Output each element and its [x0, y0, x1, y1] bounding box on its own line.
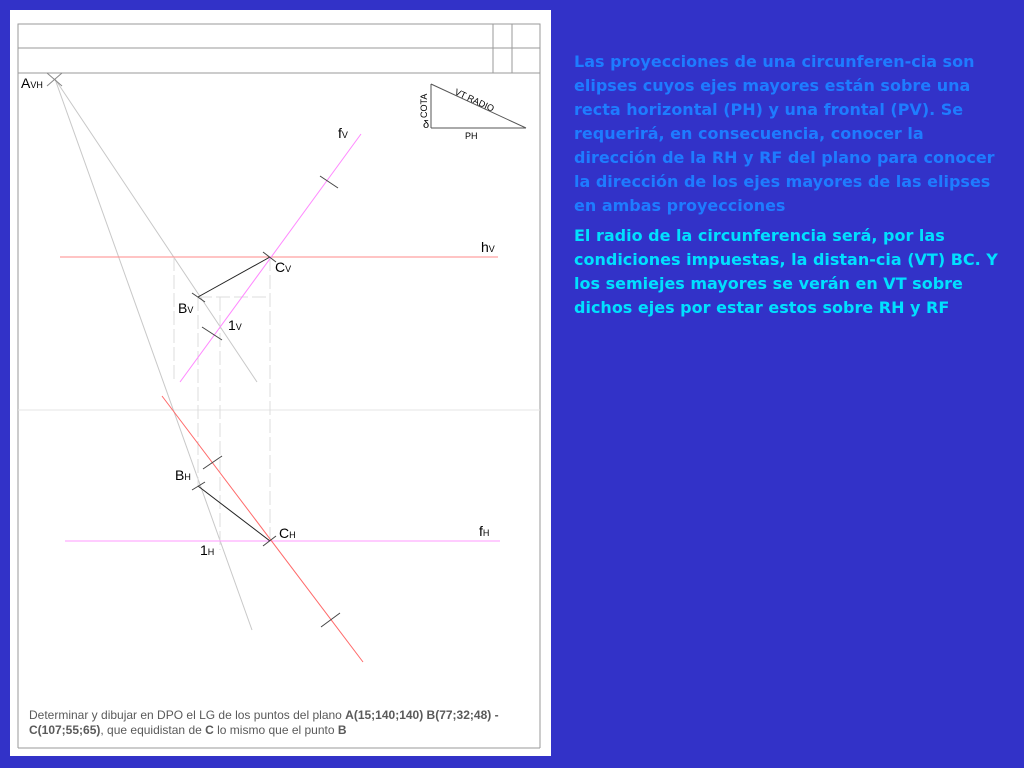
label-1-h: 1H	[200, 542, 215, 558]
label-c-v: CV	[275, 259, 292, 275]
drawing-sheet	[10, 10, 551, 756]
title-block	[18, 24, 540, 748]
drawing-canvas	[10, 10, 551, 756]
segment-bc-v	[198, 257, 270, 297]
tick-h-h	[321, 613, 340, 627]
ph-label: PH	[465, 131, 478, 141]
tick-bh	[203, 456, 222, 469]
label-b-v: BV	[178, 300, 194, 316]
cota-label: COTA	[419, 93, 429, 118]
label-f-h: fH	[479, 523, 490, 539]
explanation-paragraph-1: Las proyecciones de una circunferen-cia son elipses cuyos ejes mayores están sobre una recta horizontal (PH) y una frontal (PV). Se requerirá, en consecuencia, conocer la dirección de la RH y RF del plano para conocer la dirección de los ejes mayores de las elipses en ambas proyecciones	[574, 52, 995, 215]
label-c-h: CH	[279, 525, 296, 541]
construction-lines	[47, 73, 257, 630]
reference-lines	[174, 257, 270, 550]
problem-statement: Determinar y dibujar en DPO el LG de los puntos del plano A(15;140;140) B(77;32;48) - C(107;55;65), que equidistan de C lo mismo que el punto B	[29, 708, 499, 737]
label-f-v: fV	[338, 125, 348, 141]
label-h-v: hV	[481, 239, 495, 255]
explanation-paragraph-2: El radio de la circunferencia será, por las condiciones impuestas, la distan-cia (VT) BC. Y los semiejes mayores se verán en VT sobre dichos ejes por estar estos sobre RH y RF	[574, 226, 998, 317]
label-a-vh: AVH	[21, 75, 43, 91]
label-1-v: 1V	[228, 317, 242, 333]
line-h-h	[162, 396, 363, 662]
explanation-panel	[574, 50, 1004, 326]
true-length-triangle	[419, 84, 526, 141]
vt-radio-label: VT RADIO	[453, 86, 496, 114]
label-b-h: BH	[175, 467, 191, 483]
segment-bc-h	[198, 486, 270, 541]
delta-symbol: δ	[423, 119, 430, 131]
